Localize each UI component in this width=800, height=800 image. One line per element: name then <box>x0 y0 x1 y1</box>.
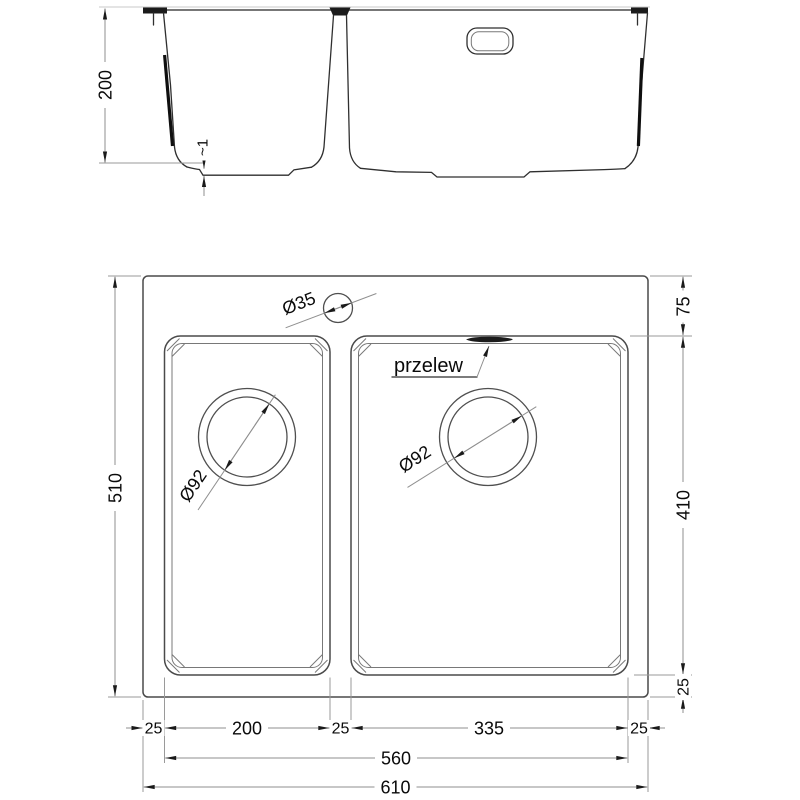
dim-bottom-step <box>194 135 212 197</box>
dim-drain-left-arrow-ne <box>247 404 269 437</box>
left-bowl-bottom <box>187 167 312 175</box>
left-bowl-outer-edge <box>165 336 331 675</box>
dim-row-widths <box>126 719 665 739</box>
dim-560-label: 560 <box>380 748 412 769</box>
dim-335-label: 335 <box>473 718 505 739</box>
dim-610-label: 610 <box>380 777 411 798</box>
dim-step-label: ~1 <box>194 138 212 157</box>
dim-faucet-label: Ø35 <box>279 287 319 319</box>
dim-510-label: 510 <box>105 472 126 504</box>
right-wall <box>625 13 648 169</box>
dim-right-column <box>630 276 694 713</box>
overflow-slot <box>466 337 513 343</box>
dim-drain-left-arrow-sw <box>225 437 247 470</box>
right-bowl-outer-edge <box>351 336 628 675</box>
dim-drain-right-arrow-ne <box>488 416 522 437</box>
dim-faucet-arrow-sw <box>324 308 338 313</box>
dim-overall-width <box>144 778 648 798</box>
dim-25-right-bottom-label: 25 <box>630 720 648 738</box>
dim-faucet-arrow-ne <box>338 303 352 308</box>
dim-depth-label: 200 <box>95 69 116 101</box>
overflow-callout <box>392 346 489 377</box>
dim-bottom-rows <box>126 678 665 798</box>
rim-edge-right <box>631 8 648 14</box>
overflow-opening-inner <box>471 32 509 51</box>
divider-left-wall <box>312 16 334 168</box>
dim-drain-right-arrow-sw <box>454 437 488 458</box>
right-bowl-inner-edge <box>359 344 621 668</box>
dim-25-right-label: 25 <box>675 678 693 696</box>
overflow-label: przelew <box>394 355 463 377</box>
dim-drain-left-label: Ø92 <box>175 465 211 506</box>
dim-drain-left <box>175 395 275 510</box>
dim-75-label: 75 <box>673 296 694 317</box>
dim-drain-right <box>395 407 536 488</box>
dim-faucet-hole <box>279 288 376 328</box>
dim-drain-right-label: Ø92 <box>395 441 435 477</box>
dim-25-center-label: 25 <box>331 720 350 738</box>
plan-view <box>106 276 694 798</box>
divider-cap <box>330 8 351 16</box>
right-wall-seal <box>638 58 642 146</box>
dim-depth <box>96 9 206 164</box>
left-bowl <box>165 336 331 675</box>
right-bowl <box>351 336 628 675</box>
dim-410-label: 410 <box>673 489 694 521</box>
dim-overall-depth <box>106 276 142 697</box>
overflow-leader <box>477 346 489 377</box>
divider-right-wall <box>347 16 361 169</box>
dim-bowls-span <box>165 749 627 769</box>
left-bowl-inner-edge <box>172 344 323 668</box>
side-view <box>96 7 651 196</box>
right-bowl-bottom <box>361 168 626 177</box>
dim-25-left-label: 25 <box>144 720 163 738</box>
dim-200-label: 200 <box>231 718 263 739</box>
sink-outline <box>143 276 648 697</box>
